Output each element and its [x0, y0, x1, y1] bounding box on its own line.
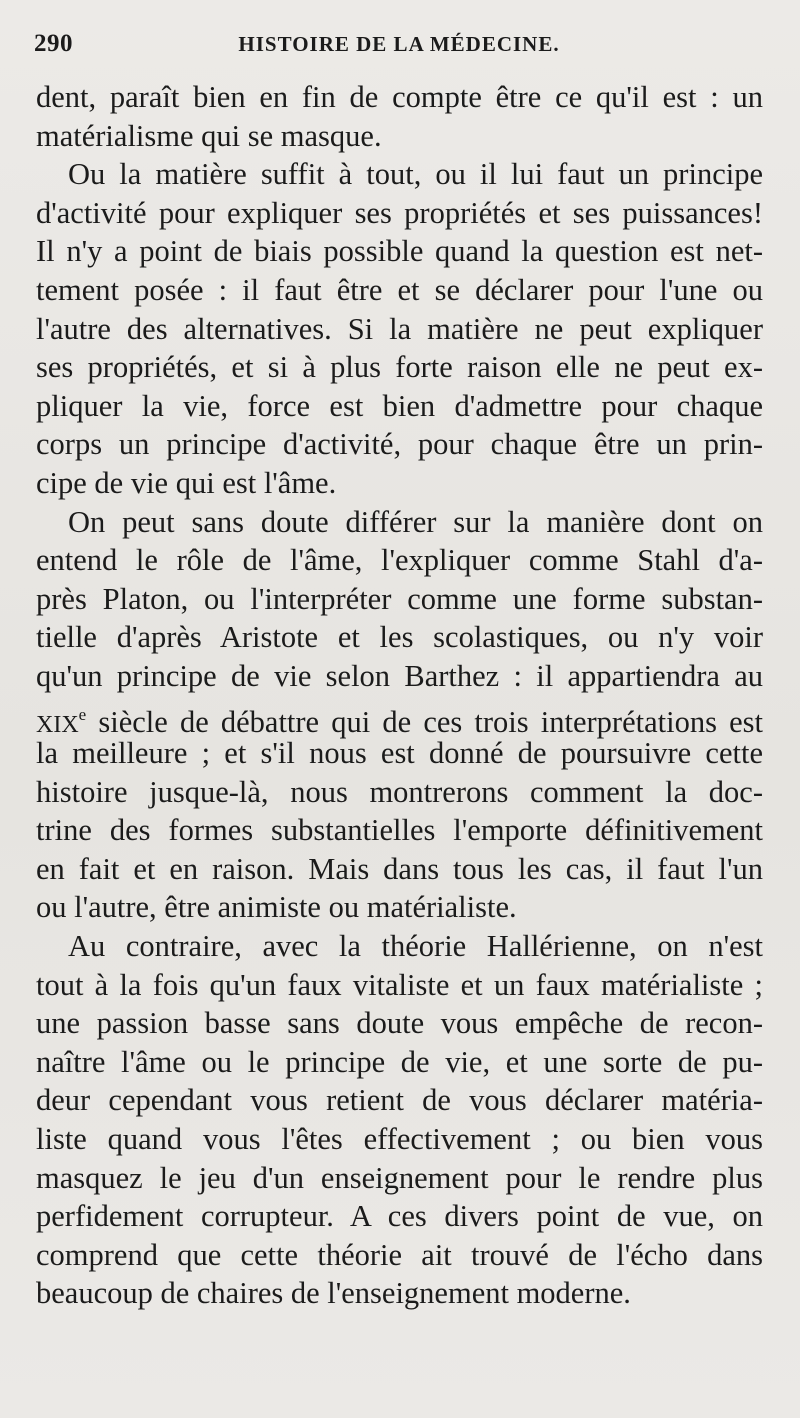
page-body — [36, 78, 763, 1313]
text-line: matérialisme qui se masque. — [36, 118, 382, 153]
text-line: entend le rôle de l'âme, l'expliquer comme Stahl d'a- — [36, 543, 763, 578]
text-line: histoire jusque-là, nous montrerons comment la doc- — [36, 774, 763, 809]
paragraph-1 — [36, 78, 763, 155]
text-line: tielle d'après Aristote et les scolastiques, ou n'y voir — [36, 620, 763, 655]
century-suffix: e — [78, 704, 87, 724]
text-line-with-century — [36, 696, 763, 739]
text-line: ou l'autre, être animiste ou matérialiste. — [36, 890, 517, 925]
text-line: en fait et en raison. Mais dans tous les cas, il faut l'un — [36, 851, 763, 886]
text-line: deur cependant vous retient de vous déclarer matéria- — [36, 1083, 763, 1118]
text-line: naître l'âme ou le principe de vie, et une sorte de pu- — [36, 1044, 763, 1079]
page-number: 290 — [34, 30, 73, 57]
text-line: l'autre des alternatives. Si la matière ne peut expliquer — [36, 311, 763, 346]
page-header — [34, 30, 764, 62]
text-line: tout à la fois qu'un faux vitaliste et un faux matérialiste ; — [36, 967, 763, 1002]
text-line: une passion basse sans doute vous empêche de recon- — [36, 1006, 763, 1041]
text-line: masquez le jeu d'un enseignement pour le rendre plus — [36, 1160, 763, 1195]
text-line: ses propriétés, et si à plus forte raison elle ne peut ex- — [36, 350, 763, 385]
text-line: trine des formes substantielles l'emporte définitivement — [36, 813, 763, 848]
text-line: Au contraire, avec la théorie Hallérienne, on n'est — [68, 929, 763, 964]
text-line: corps un principe d'activité, pour chaque être un prin- — [36, 427, 763, 462]
paragraph-3 — [36, 503, 763, 928]
text-line: tement posée : il faut être et se déclarer pour l'une ou — [36, 272, 763, 307]
running-title: HISTOIRE DE LA MÉDECINE. — [238, 32, 560, 56]
text-line: qu'un principe de vie selon Barthez : il appartiendra au — [36, 658, 763, 693]
text-line: Il n'y a point de biais possible quand la question est net- — [36, 234, 763, 269]
paragraph-4 — [36, 927, 763, 1313]
text-line: perfidement corrupteur. A ces divers point de vue, on — [36, 1199, 763, 1234]
text-line: Ou la matière suffit à tout, ou il lui faut un principe — [68, 157, 763, 192]
text-line: comprend que cette théorie ait trouvé de l'écho dans — [36, 1237, 763, 1272]
text-line: près Platon, ou l'interpréter comme une forme substan- — [36, 581, 763, 616]
text-line: On peut sans doute différer sur la manière dont on — [68, 504, 763, 539]
text-line: dent, paraît bien en fin de compte être ce qu'il est : un — [36, 80, 763, 114]
paragraph-2 — [36, 155, 763, 502]
century-numeral: XIX — [36, 711, 79, 738]
text-line: siècle de débattre qui de ces trois interprétations est — [98, 704, 763, 739]
text-line: cipe de vie qui est l'âme. — [36, 465, 337, 500]
text-line: beaucoup de chaires de l'enseignement moderne. — [36, 1276, 631, 1311]
text-line: liste quand vous l'êtes effectivement ; ou bien vous — [36, 1122, 763, 1157]
text-line: d'activité pour expliquer ses propriétés et ses puissances! — [36, 195, 763, 230]
text-line: la meilleure ; et s'il nous est donné de poursuivre cette — [36, 736, 763, 771]
text-line: pliquer la vie, force est bien d'admettre pour chaque — [36, 388, 763, 423]
